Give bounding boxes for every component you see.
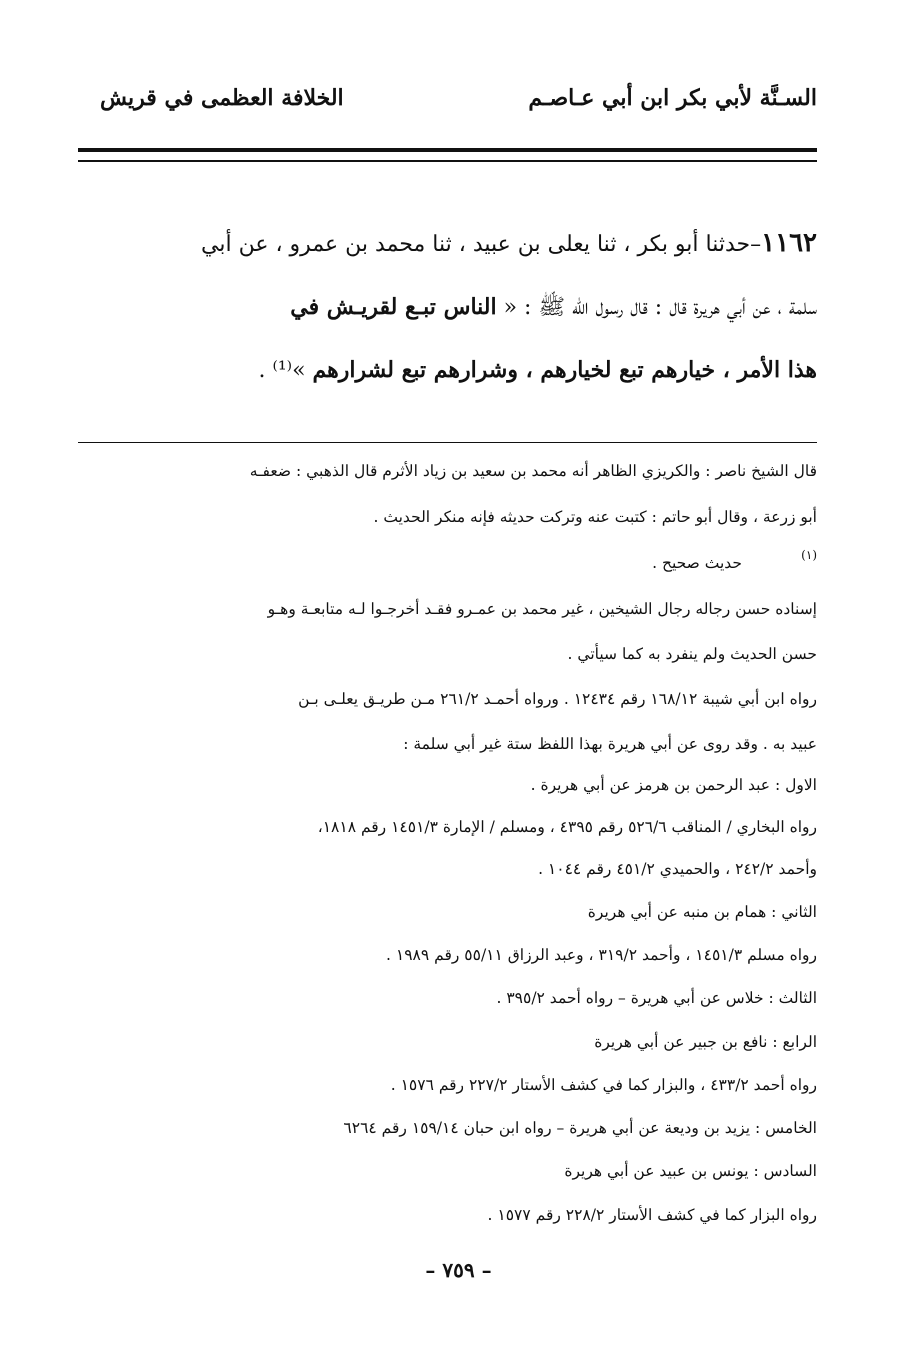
header-rule-thick — [78, 148, 817, 152]
book-title: السـنَّة لأبي بكر ابن أبي عـاصـم — [528, 85, 817, 111]
footnote-line: رواه البخاري / المناقب ٥٢٦/٦ رقم ٤٣٩٥ ، ومسلم / الإمارة ١٤٥١/٣ رقم ١٨١٨، — [317, 818, 817, 836]
footnote-line: رواه أحمد ٤٣٣/٢ ، والبزار كما في كشف الأستار ٢٢٧/٢ رقم ١٥٧٦ . — [390, 1076, 817, 1094]
hadith-line-1: ١١٦٢–حدثنا أبو بكر ، ثنا يعلى بن عبيد ، ثنا محمد بن عمرو ، عن أبي — [201, 228, 817, 258]
footnote-line: الخامس : يزيد بن وديعة عن أبي هريرة – رواه ابن حبان ١٥٩/١٤ رقم ٦٢٦٤ — [343, 1119, 817, 1137]
footnote-line: أبو زرعة ، وقال أبو حاتم : كتبت عنه وتركت حديثه فإنه منكر الحديث . — [373, 508, 817, 526]
running-header — [100, 78, 817, 118]
chapter-title: الخلافة العظمى في قريش — [100, 85, 344, 111]
page-number: – ٧٥٩ – — [425, 1258, 492, 1282]
footnote-marker: (١) — [801, 548, 817, 562]
header-rule-thin — [78, 160, 817, 162]
footnote-line: رواه البزار كما في كشف الأستار ٢٢٨/٢ رقم ١٥٧٧ . — [487, 1206, 817, 1224]
footnote-line: إسناده حسن رجاله رجال الشيخين ، غير محمد بن عمـرو فقـد أخرجـوا لـه متابعـة وهـو — [267, 600, 817, 618]
footnote-line: الرابع : نافع بن جبير عن أبي هريرة — [594, 1033, 817, 1051]
hadith-number: ١١٦٢ — [761, 228, 817, 258]
footnote-line: قال الشيخ ناصر : والكريزي الظاهر أنه محمد بن سعيد بن زياد الأثرم قال الذهبي : ضعفـه — [249, 462, 817, 480]
footnote-line: الثالث : خلاس عن أبي هريرة – رواه أحمد ٣٩٥/٢ . — [496, 989, 817, 1007]
footnote-line: رواه مسلم ١٤٥١/٣ ، وأحمد ٣١٩/٢ ، وعبد الرزاق ٥٥/١١ رقم ١٩٨٩ . — [386, 946, 817, 964]
footnote-rule — [78, 442, 817, 443]
footnote-line: الاول : عبد الرحمن بن هرمز عن أبي هريرة . — [530, 776, 817, 794]
hadith-line-2: سلمة ، عن أبي هريرة قال : قال رسول الله ﷺ : « الناس تبـع لقريـش في — [290, 294, 817, 320]
footnote-line: الثاني : همام بن منبه عن أبي هريرة — [587, 903, 817, 921]
hadith-text — [78, 212, 817, 402]
footnote-line: رواه ابن أبي شيبة ١٦٨/١٢ رقم ١٢٤٣٤ . ورواه أحمـد ٢٦١/٢ مـن طريـق يعلـى بـن — [298, 690, 817, 708]
footnote-line: السادس : يونس بن عبيد عن أبي هريرة — [564, 1162, 817, 1180]
footnote-line: وأحمد ٢٤٢/٢ ، والحميدي ٤٥١/٢ رقم ١٠٤٤ . — [538, 860, 817, 878]
hadith-line-3: هذا الأمر ، خيارهم تبع لخيارهم ، وشرارهم تبع لشرارهم »⁽¹⁾ . — [258, 357, 817, 383]
footnote-line: حديث صحيح . — [652, 554, 742, 572]
footnote-line: عبيد به . وقد روى عن أبي هريرة بهذا اللفظ ستة غير أبي سلمة : — [403, 735, 817, 753]
footnote-line: حسن الحديث ولم ينفرد به كما سيأتي . — [567, 645, 817, 663]
